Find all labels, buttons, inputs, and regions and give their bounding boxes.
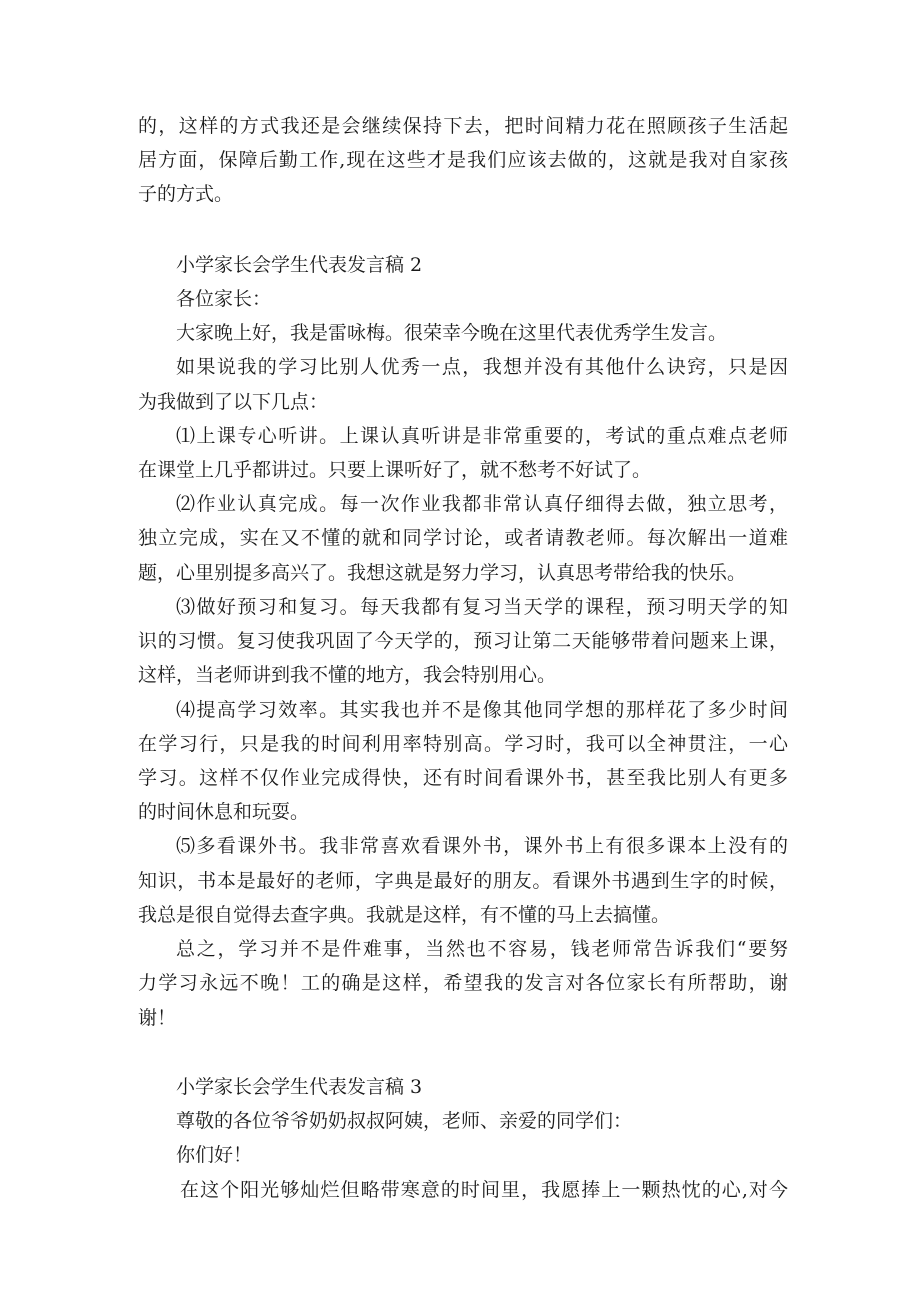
paragraph-line: 力学习永远不晚！工的确是这样，希望我的发言对各位家长有所帮助，谢: [138, 972, 788, 994]
paragraph-line: ⑷提高学习效率。其实我也并不是像其他同学想的那样花了多少时间: [176, 699, 788, 721]
paragraph-line: 在这个阳光够灿烂但略带寒意的时间里，我愿捧上一颗热忱的心,对今: [180, 1179, 788, 1201]
greeting: 你们好！: [176, 1144, 253, 1166]
paragraph-line: 的时间休息和玩耍。: [138, 801, 310, 823]
paragraph-line: 的，这样的方式我还是会继续保持下去，把时间精力花在照顾孩子生活起: [138, 115, 788, 137]
paragraph-line: 子的方式。: [138, 183, 234, 205]
paragraph-line: ⑸多看课外书。我非常喜欢看课外书，课外书上有很多课本上没有的: [176, 835, 788, 857]
paragraph-line: 题，心里别提多高兴了。我想这就是努力学习，认真思考带给我的快乐。: [138, 562, 747, 584]
paragraph-line: ⑶做好预习和复习。每天我都有复习当天学的课程，预习明天学的知: [176, 596, 788, 618]
paragraph-line: ⑵作业认真完成。每一次作业我都非常认真仔细得去做，独立思考，: [176, 493, 788, 515]
paragraph-line: 居方面，保障后勤工作,现在这些才是我们应该去做的，这就是我对自家孩: [138, 149, 788, 171]
paragraph-line: 谢！: [138, 1007, 177, 1029]
paragraph-line: 为我做到了以下几点：: [138, 391, 329, 413]
paragraph-line: 识的习惯。复习使我巩固了今天学的，预习让第二天能够带着问题来上课，: [138, 630, 788, 652]
paragraph-line: 在课堂上几乎都讲过。只要上课听好了，就不愁考不好试了。: [138, 459, 652, 481]
section-title: 小学家长会学生代表发言稿 3: [176, 1076, 423, 1098]
paragraph-line: 如果说我的学习比别人优秀一点，我想并没有其他什么诀窍，只是因: [176, 356, 788, 378]
salutation: 尊敬的各位爷爷奶奶叔叔阿姨，老师、亲爱的同学们：: [176, 1110, 633, 1132]
paragraph-line: 学习。这样不仅作业完成得快，还有时间看课外书，甚至我比别人有更多: [138, 767, 788, 789]
paragraph-line: 总之，学习并不是件难事，当然也不容易，钱老师常告诉我们“要努: [176, 938, 788, 960]
greeting: 大家晚上好，我是雷咏梅。很荣幸今晚在这里代表优秀学生发言。: [176, 322, 728, 344]
section-title: 小学家长会学生代表发言稿 2: [176, 254, 423, 276]
paragraph-line: 独立完成，实在又不懂的就和同学讨论，或者请教老师。每次解出一道难: [138, 527, 788, 549]
paragraph-line: 知识，书本是最好的老师，字典是最好的朋友。看课外书遇到生字的时候，: [138, 870, 788, 892]
paragraph-line: ⑴上课专心听讲。上课认真听讲是非常重要的，考试的重点难点老师: [176, 425, 788, 447]
salutation: 各位家长：: [176, 288, 272, 310]
paragraph-line: 我总是很自觉得去查字典。我就是这样，有不懂的马上去搞懂。: [138, 904, 671, 926]
paragraph-line: 在学习行，只是我的时间利用率特别高。学习时，我可以全神贯注，一心: [138, 733, 788, 755]
paragraph-line: 这样，当老师讲到我不懂的地方，我会特别用心。: [138, 664, 557, 686]
